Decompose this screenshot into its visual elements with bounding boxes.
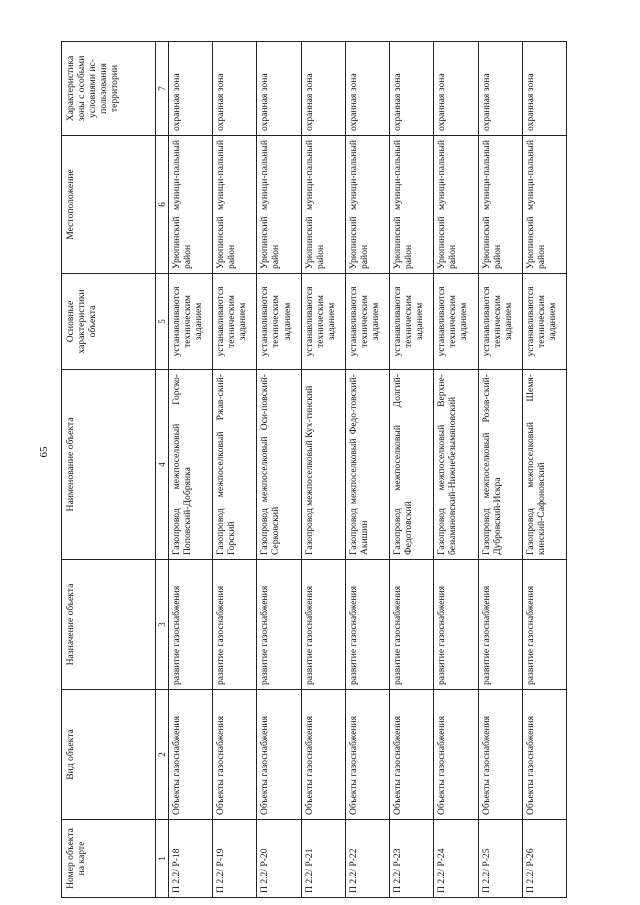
cell-location: Урюпинский муници-пальный район: [522, 136, 566, 274]
cell-zone-characteristics: охранная зона: [345, 42, 389, 136]
cell-object-type: Объекты газоснабжения: [390, 690, 434, 820]
cell-object-purpose: развитие газоснабжения: [301, 560, 345, 690]
cell-zone-characteristics: охранная зона: [213, 42, 257, 136]
cell-zone-characteristics: охранная зона: [390, 42, 434, 136]
page-number: 65: [38, 446, 50, 458]
cell-object-number: П 2.2/ Р-23: [390, 820, 434, 898]
cell-zone-characteristics: охранная зона: [257, 42, 301, 136]
table-row: [390, 42, 434, 898]
cell-object-number: П 2.2/ Р-20: [257, 820, 301, 898]
cell-zone-characteristics: охранная зона: [301, 42, 345, 136]
cell-object-name: Газопровод межпоселковый Оси-повский-Серковский: [257, 370, 301, 560]
cell-object-number: П 2.2/ Р-21: [301, 820, 345, 898]
cell-object-purpose: развитие газоснабжения: [213, 560, 257, 690]
header-location: Местоположение: [62, 136, 156, 274]
cell-object-purpose: развитие газоснабжения: [522, 560, 566, 690]
header-object-name: Наименование объекта: [62, 370, 156, 560]
cell-zone-characteristics: охранная зона: [169, 42, 213, 136]
cell-zone-characteristics: охранная зона: [478, 42, 522, 136]
cell-main-characteristics: устанавливаются техническим заданием: [522, 274, 566, 370]
cell-object-type: Объекты газоснабжения: [478, 690, 522, 820]
cell-main-characteristics: устанавливаются техническим заданием: [434, 274, 478, 370]
column-number: 6: [156, 136, 169, 274]
rotated-table-container: [61, 42, 567, 898]
header-zone-characteristics: Характеристика зоны с особыми условиями ис-пользования территории: [62, 42, 156, 136]
cell-zone-characteristics: охранная зона: [522, 42, 566, 136]
cell-object-type: Объекты газоснабжения: [213, 690, 257, 820]
cell-object-name: Газопровод межпоселковый Кух-тинский: [301, 370, 345, 560]
cell-object-purpose: развитие газоснабжения: [169, 560, 213, 690]
table-row: [345, 42, 389, 898]
column-number: 7: [156, 42, 169, 136]
table-row: [169, 42, 213, 898]
table-row: [522, 42, 566, 898]
cell-location: Урюпинский муници-пальный район: [390, 136, 434, 274]
cell-location: Урюпинский муници-пальный район: [478, 136, 522, 274]
cell-object-number: П 2.2/ Р-25: [478, 820, 522, 898]
column-number-row: [156, 42, 169, 898]
cell-object-number: П 2.2/ Р-18: [169, 820, 213, 898]
cell-location: Урюпинский муници-пальный район: [434, 136, 478, 274]
cell-object-purpose: развитие газоснабжения: [257, 560, 301, 690]
cell-object-type: Объекты газоснабжения: [522, 690, 566, 820]
cell-object-name: Газопровод межпоселковый Розов-ский-Дубровский-Искра: [478, 370, 522, 560]
cell-object-type: Объекты газоснабжения: [257, 690, 301, 820]
header-object-number: Номер объекта на карте: [62, 820, 156, 898]
table-row: [434, 42, 478, 898]
cell-object-purpose: развитие газоснабжения: [345, 560, 389, 690]
cell-main-characteristics: устанавливаются техническим заданием: [213, 274, 257, 370]
column-number: 2: [156, 690, 169, 820]
cell-location: Урюпинский муници-пальный район: [169, 136, 213, 274]
cell-object-number: П 2.2/ Р-19: [213, 820, 257, 898]
cell-object-name: Газопровод межпоселковый Горско-Поповский-Добрянка: [169, 370, 213, 560]
header-object-type: Вид объекта: [62, 690, 156, 820]
cell-main-characteristics: устанавливаются техническим заданием: [169, 274, 213, 370]
cell-object-number: П 2.2/ Р-22: [345, 820, 389, 898]
column-number: 4: [156, 370, 169, 560]
cell-main-characteristics: устанавливаются техническим заданием: [257, 274, 301, 370]
objects-table: [61, 41, 567, 898]
cell-main-characteristics: устанавливаются техническим заданием: [390, 274, 434, 370]
cell-object-type: Объекты газоснабжения: [434, 690, 478, 820]
header-main-characteristics: Основные характеристики объекта: [62, 274, 156, 370]
table-row: [213, 42, 257, 898]
cell-object-name: Газопровод межпоселковый Федо-товский-Акишин: [345, 370, 389, 560]
cell-object-name: Газопровод межпоселковый Верхне-безымяновский-Нижнебезымяновский: [434, 370, 478, 560]
cell-object-purpose: развитие газоснабжения: [478, 560, 522, 690]
cell-main-characteristics: устанавливаются техническим заданием: [301, 274, 345, 370]
column-number: 5: [156, 274, 169, 370]
cell-location: Урюпинский муници-пальный район: [345, 136, 389, 274]
cell-object-number: П 2.2/ Р-24: [434, 820, 478, 898]
cell-location: Урюпинский муници-пальный район: [257, 136, 301, 274]
table-body: [169, 42, 567, 898]
header-object-purpose: Назначение объекта: [62, 560, 156, 690]
cell-location: Урюпинский муници-пальный район: [213, 136, 257, 274]
cell-object-name: Газопровод межпоселковый Шемя-кинский-Сафоновский: [522, 370, 566, 560]
cell-location: Урюпинский муници-пальный район: [301, 136, 345, 274]
cell-zone-characteristics: охранная зона: [434, 42, 478, 136]
column-number: 1: [156, 820, 169, 898]
column-number: 3: [156, 560, 169, 690]
cell-object-type: Объекты газоснабжения: [345, 690, 389, 820]
cell-object-name: Газопровод межпоселковый Долгий-Федотовский: [390, 370, 434, 560]
table-header-row: [62, 42, 156, 898]
table-row: [301, 42, 345, 898]
table-row: [257, 42, 301, 898]
cell-object-name: Газопровод межпоселковый Ржав-ский-Горский: [213, 370, 257, 560]
cell-main-characteristics: устанавливаются техническим заданием: [345, 274, 389, 370]
cell-main-characteristics: устанавливаются техническим заданием: [478, 274, 522, 370]
table-row: [478, 42, 522, 898]
cell-object-type: Объекты газоснабжения: [301, 690, 345, 820]
cell-object-number: П 2.2/ Р-26: [522, 820, 566, 898]
cell-object-purpose: развитие газоснабжения: [390, 560, 434, 690]
cell-object-purpose: развитие газоснабжения: [434, 560, 478, 690]
cell-object-type: Объекты газоснабжения: [169, 690, 213, 820]
